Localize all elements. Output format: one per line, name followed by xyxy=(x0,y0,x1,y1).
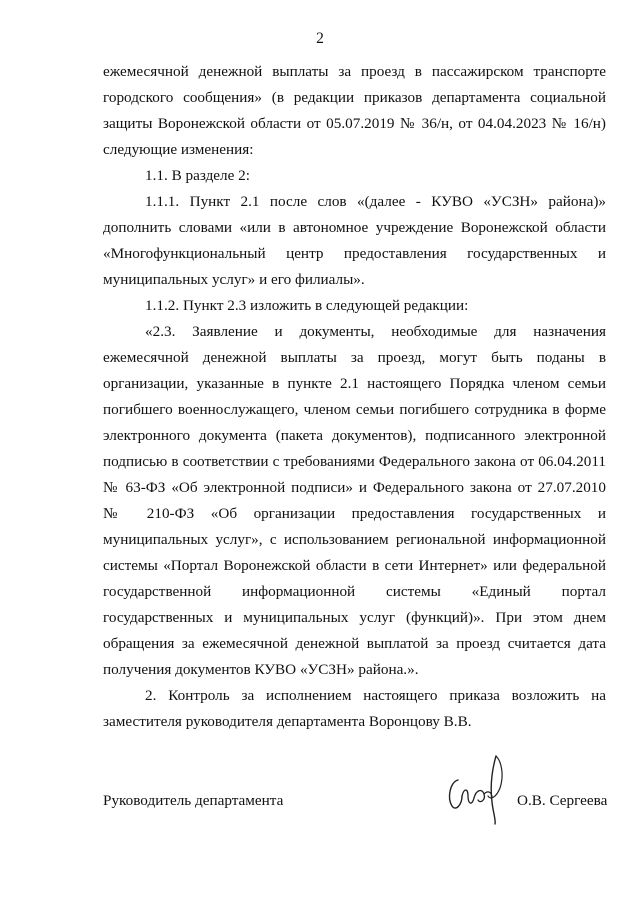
signatory-name: О.В. Сергеева xyxy=(517,792,608,809)
body-line: ежемесячной денежной выплаты за проезд в пассажирском транспорте xyxy=(103,63,606,80)
body-line: защиты Воронежской области от 05.07.2019 № 36/н, от 04.04.2023 № 16/н) xyxy=(103,115,606,132)
body-line: «2.3. Заявление и документы, необходимые для назначения xyxy=(145,323,606,340)
handwritten-signature xyxy=(438,752,516,826)
body-line: муниципальных услуг» и его филиалы». xyxy=(103,271,365,288)
body-line: городского сообщения» (в редакции приказов департамента социальной xyxy=(103,89,606,106)
body-line: системы «Портал Воронежской области в сети Интернет» или федеральной xyxy=(103,557,606,574)
body-line: государственных и муниципальных услуг (функций)». При этом днем xyxy=(103,609,606,626)
body-line: организации, указанные в пункте 2.1 настоящего Порядка членом семьи xyxy=(103,375,606,392)
body-line: 1.1.2. Пункт 2.3 изложить в следующей редакции: xyxy=(145,297,469,314)
body-line: электронного документа (пакета документов), подписанного электронной xyxy=(103,427,606,444)
body-line: погибшего военнослужащего, членом семьи погибшего сотрудника в форме xyxy=(103,401,606,418)
page-number: 2 xyxy=(316,30,324,47)
body-line: 1.1.1. Пункт 2.1 после слов «(далее - КУВО «УСЗН» района)» xyxy=(145,193,606,210)
body-line: обращения за ежемесячной денежной выплатой за проезд считается дата xyxy=(103,635,606,652)
body-line: 1.1. В разделе 2: xyxy=(145,167,250,184)
body-line: ежемесячной денежной выплаты за проезд, могут быть поданы в xyxy=(103,349,606,366)
body-line: муниципальных услуг», с использованием региональной информационной xyxy=(103,531,606,548)
body-line: получения документов КУВО «УСЗН» района.». xyxy=(103,661,419,678)
body-line: следующие изменения: xyxy=(103,141,254,158)
body-line: государственной информационной системы «Единый портал xyxy=(103,583,606,600)
body-line: подписью в соответствии с требованиями Федерального закона от 06.04.2011 xyxy=(103,453,606,470)
body-line: № 210-ФЗ «Об организации предоставления государственных и xyxy=(103,505,606,522)
body-line: № 63-ФЗ «Об электронной подписи» и Федерального закона от 27.07.2010 xyxy=(103,479,606,496)
body-line: «Многофункциональный центр предоставления государственных и xyxy=(103,245,606,262)
body-line: 2. Контроль за исполнением настоящего приказа возложить на xyxy=(145,687,606,704)
body-line: дополнить словами «или в автономное учреждение Воронежской области xyxy=(103,219,606,236)
body-line: заместителя руководителя департамента Воронцову В.В. xyxy=(103,713,472,730)
position-title: Руководитель департамента xyxy=(103,792,284,809)
